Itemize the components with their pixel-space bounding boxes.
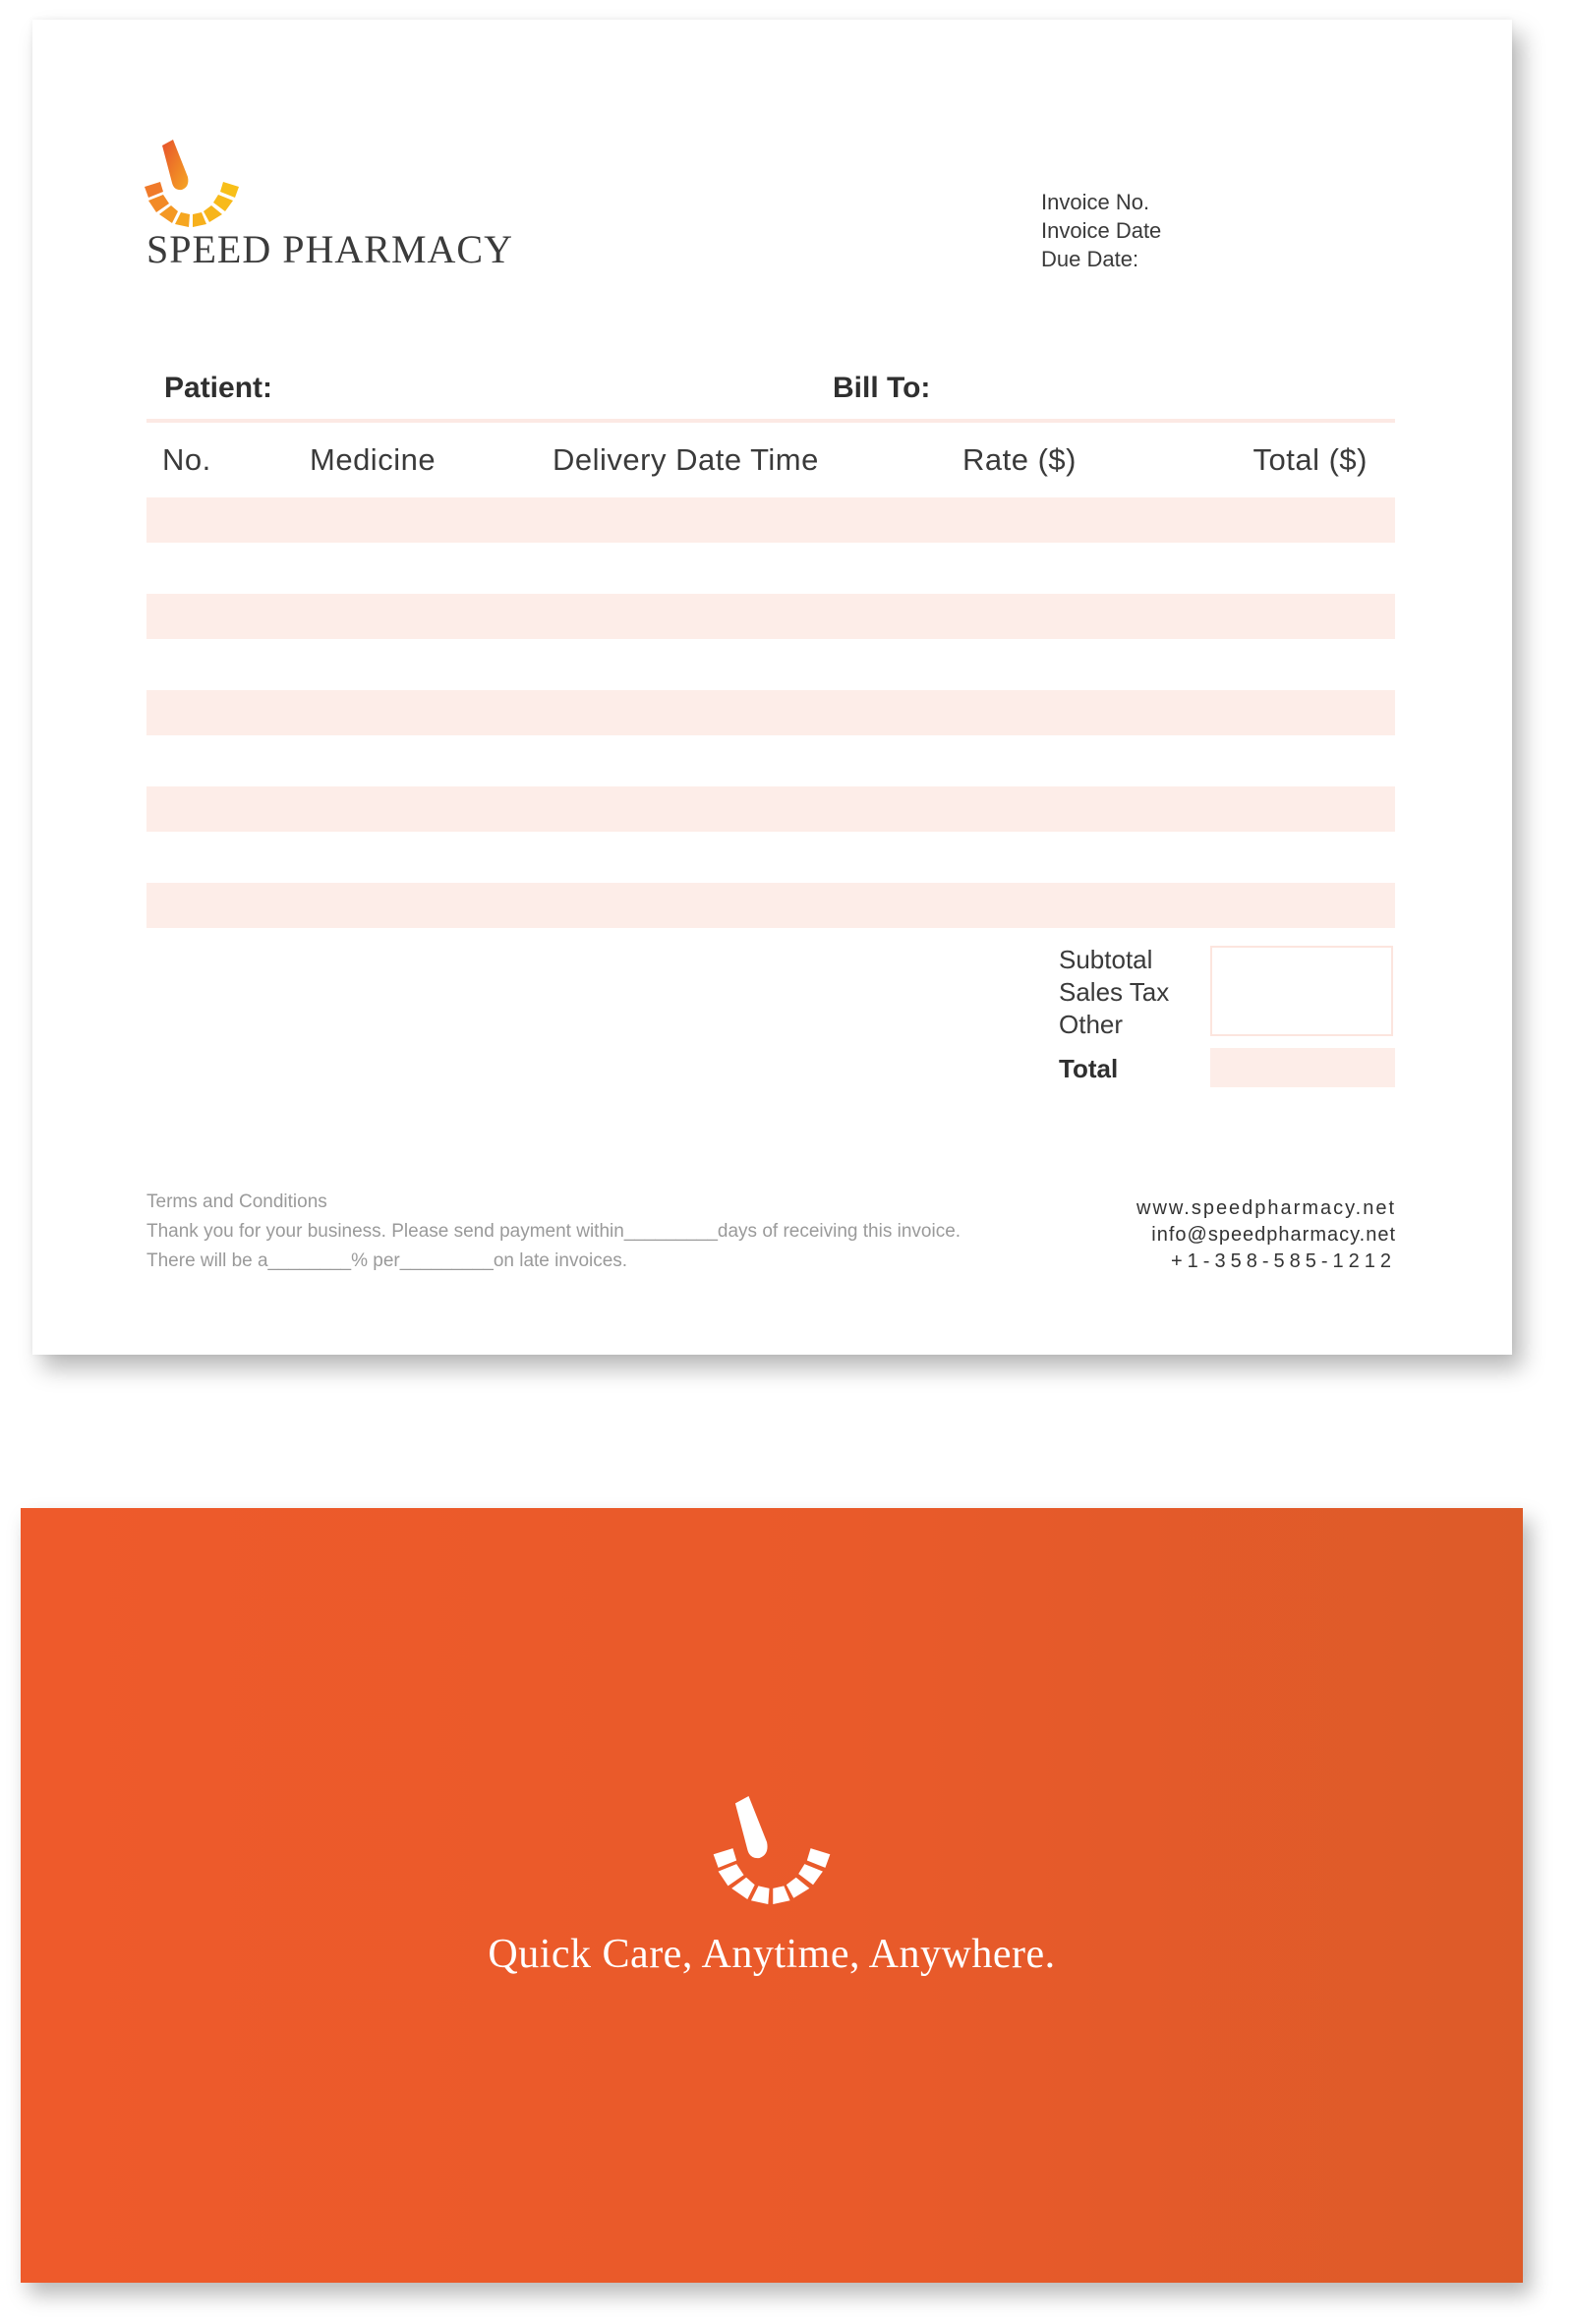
column-header-total: Total ($) xyxy=(1253,442,1368,477)
terms-and-conditions xyxy=(146,1188,961,1276)
terms-title: Terms and Conditions xyxy=(146,1191,327,1212)
totals-labels xyxy=(1059,944,1169,1041)
other-label: Other xyxy=(1059,1010,1124,1039)
invoice-number-label: Invoice No. xyxy=(1041,190,1150,214)
header-divider xyxy=(146,419,1395,423)
invoice-sheet xyxy=(32,20,1512,1355)
table-row[interactable] xyxy=(146,690,1395,735)
table-row[interactable] xyxy=(146,883,1395,928)
brand-name: SPEED PHARMACY xyxy=(146,227,513,271)
invoice-meta xyxy=(1041,188,1161,273)
table-header xyxy=(146,442,1395,482)
invoice-date-label: Invoice Date xyxy=(1041,218,1162,243)
table-row[interactable] xyxy=(146,594,1395,639)
bill-to-label: Bill To: xyxy=(833,372,931,404)
column-header-rate: Rate ($) xyxy=(962,442,1077,477)
phone-text: +1-358-585-1212 xyxy=(1170,1250,1396,1272)
total-value-box[interactable] xyxy=(1210,1048,1395,1087)
table-row[interactable] xyxy=(146,546,1395,591)
back-cover-card xyxy=(21,1508,1523,2283)
speedometer-logo-icon xyxy=(707,1791,837,1925)
contact-info xyxy=(1136,1195,1396,1275)
table-row[interactable] xyxy=(146,835,1395,880)
email-text: info@speedpharmacy.net xyxy=(1151,1224,1396,1246)
due-date-label: Due Date: xyxy=(1041,247,1139,271)
column-header-delivery-date-time: Delivery Date Time xyxy=(553,442,819,477)
total-label: Total xyxy=(1059,1054,1119,1083)
table-row[interactable] xyxy=(146,497,1395,543)
terms-line-1: Thank you for your business. Please send payment within_________days of receiving this invoice. xyxy=(146,1221,961,1242)
sales-tax-label: Sales Tax xyxy=(1059,977,1170,1007)
table-row[interactable] xyxy=(146,738,1395,784)
column-header-medicine: Medicine xyxy=(310,442,437,477)
table-row[interactable] xyxy=(146,642,1395,687)
patient-label: Patient: xyxy=(164,372,273,404)
website-text: www.speedpharmacy.net xyxy=(1136,1197,1396,1219)
subtotal-label: Subtotal xyxy=(1059,945,1153,974)
terms-line-2: There will be a________% per_________on late invoices. xyxy=(146,1250,628,1271)
tagline: Quick Care, Anytime, Anywhere. xyxy=(488,1932,1056,1977)
subtotal-values-box[interactable] xyxy=(1210,946,1393,1036)
table-row[interactable] xyxy=(146,786,1395,832)
column-header-no: No. xyxy=(162,442,211,477)
